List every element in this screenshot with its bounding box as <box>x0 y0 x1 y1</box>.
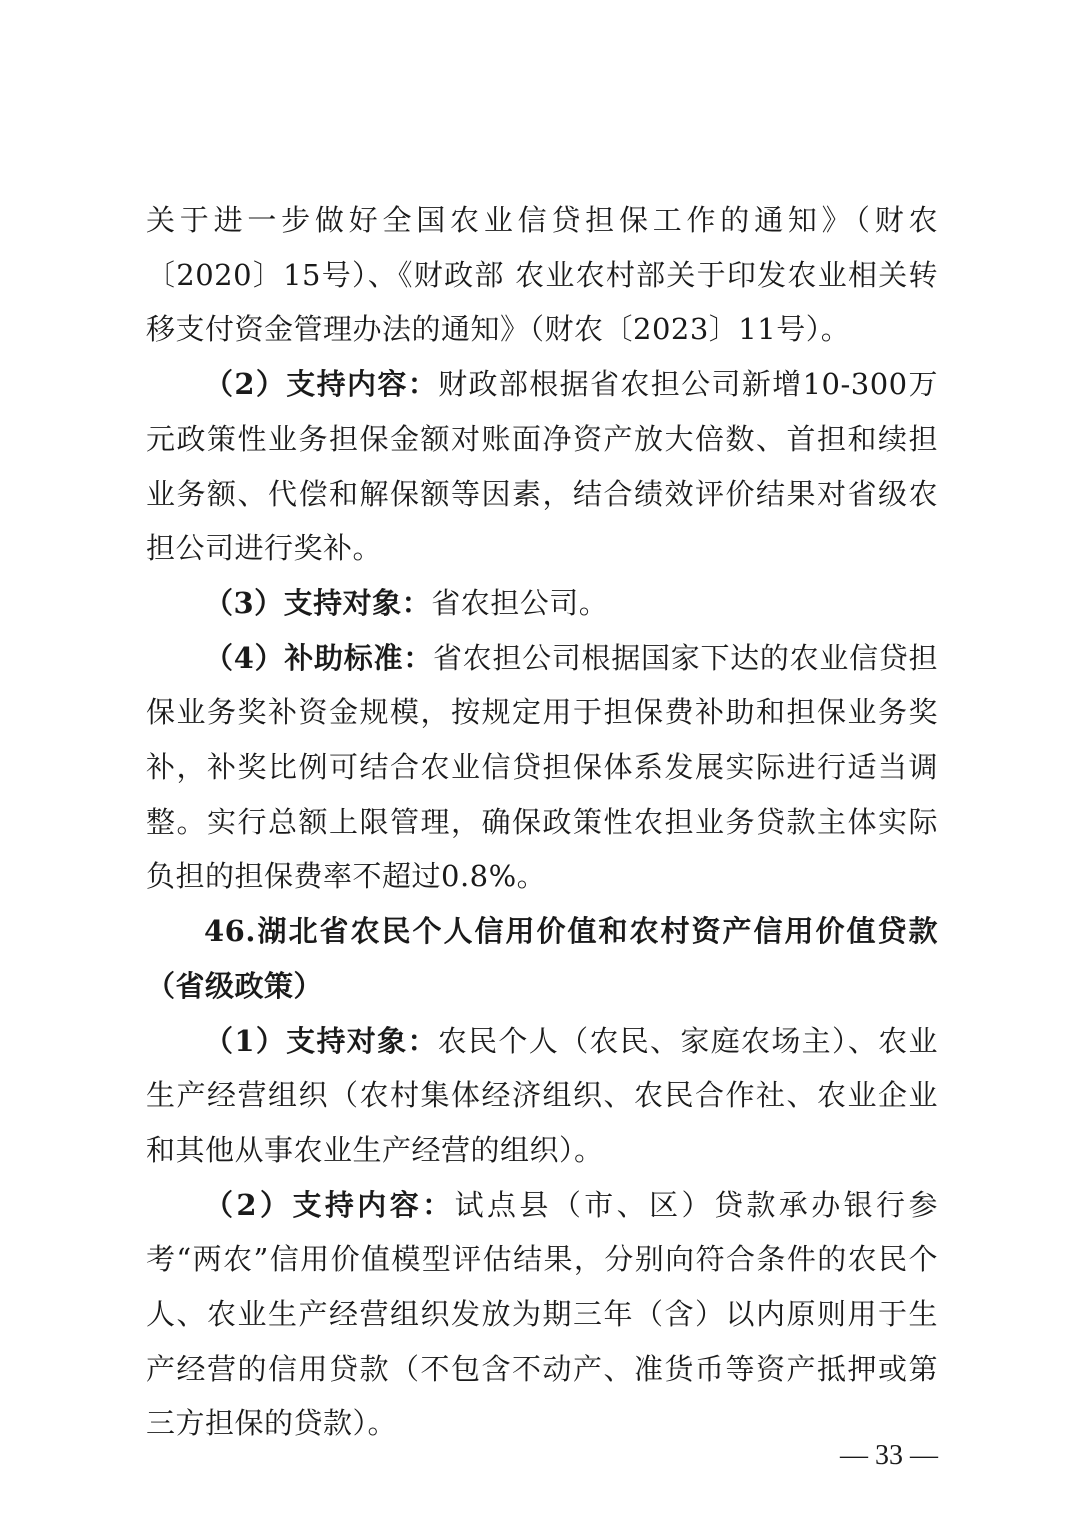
paragraph-text: 农民个人（农民、家庭农场主）、农业生产经营组织（农村集体经济组织、农民合作社、农业企业和其他从事农业生产经营的组织）。 <box>146 1023 938 1167</box>
section-heading: 46.湖北省农民个人信用价值和农村资产信用价值贷款（省级政策） <box>146 914 938 1003</box>
paragraph-text: 省农担公司根据国家下达的农业信贷担保业务奖补资金规模，按规定用于担保费补助和担保业务奖补，补奖比例可结合农业信贷担保体系发展实际进行适当调整。实行总额上限管理，确保政策性农担业务贷款主体实际负担的担保费率不超过0.8%。 <box>146 640 938 894</box>
paragraph-label: （1）支持对象： <box>204 1023 438 1058</box>
paragraph-text: 关于进一步做好全国农业信贷担保工作的通知》（财农〔2020〕15号）、《财政部 农业农村部关于印发农业相关转移支付资金管理办法的通知》（财农〔2023〕11号）。 <box>146 203 938 347</box>
paragraph-text: 财政部根据省农担公司新增10-300万元政策性业务担保金额对账面净资产放大倍数、首担和续担业务额、代偿和解保额等因素，结合绩效评价结果对省级农担公司进行奖补。 <box>146 367 938 566</box>
paragraph-support-target <box>146 576 938 631</box>
page-number: — 33 — <box>840 1440 938 1471</box>
paragraph-subsidy-standard <box>146 631 938 905</box>
paragraph-continuation <box>146 193 938 357</box>
paragraph-label: （3）支持对象： <box>204 585 432 620</box>
paragraph-support-content <box>146 357 938 576</box>
paragraph-label: （2）支持内容： <box>204 367 439 402</box>
document-body <box>146 193 938 1451</box>
paragraph-label: （4）补助标准： <box>204 640 433 675</box>
paragraph-support-target <box>146 1014 938 1178</box>
paragraph-text: 省农担公司。 <box>431 585 609 620</box>
paragraph-label: （2）支持内容： <box>204 1187 455 1222</box>
paragraph-support-content <box>146 1178 938 1452</box>
paragraph-text: 试点县（市、区）贷款承办银行参考“两农”信用价值模型评估结果，分别向符合条件的农民个人、农业生产经营组织发放为期三年（含）以内原则用于生产经营的信用贷款（不包含不动产、准货币等资产抵押或第三方担保的贷款）。 <box>146 1187 938 1441</box>
